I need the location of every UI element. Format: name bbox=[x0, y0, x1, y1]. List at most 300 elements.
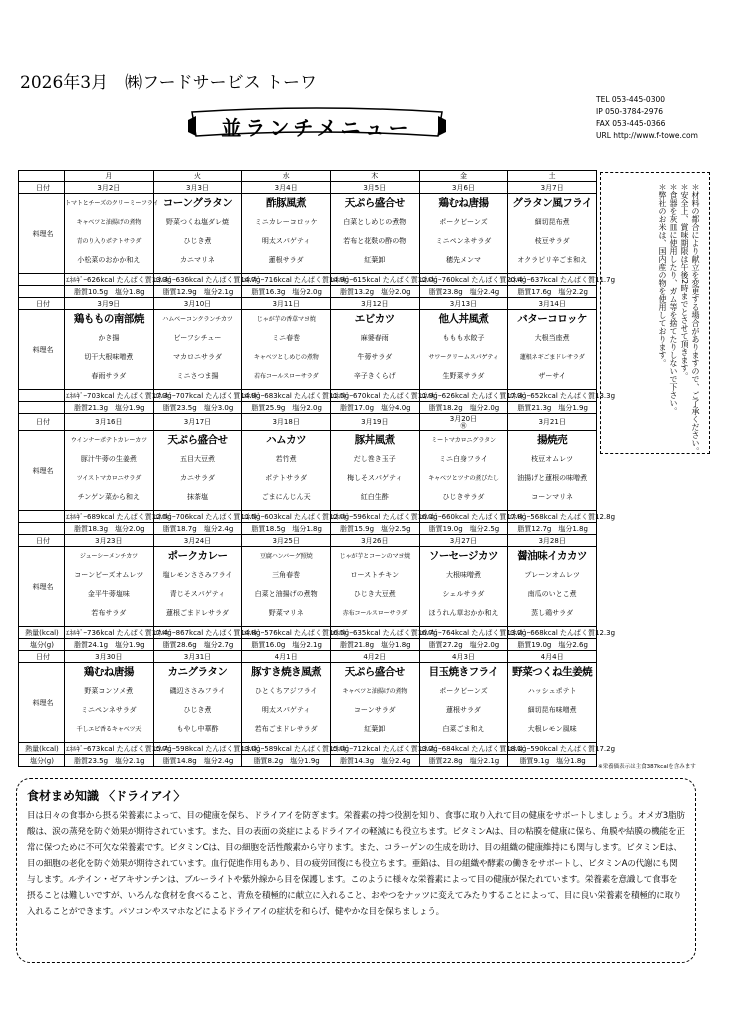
nutrition-row-1 bbox=[19, 627, 597, 639]
notice-box bbox=[600, 172, 710, 454]
side-dish: ひじき煮 bbox=[183, 237, 212, 245]
holiday-mark: ㊗ bbox=[460, 423, 467, 430]
date-row-label: 日付 bbox=[19, 414, 65, 431]
energy-protein-cell: ｴﾈﾙｷﾞｰ590kcal たんぱく質17.2g bbox=[509, 744, 616, 753]
date-text: 3月19日 bbox=[361, 418, 389, 426]
side-dish: 抹茶塩 bbox=[186, 493, 208, 501]
side-dish: 野菜マリネ bbox=[268, 609, 304, 617]
main-dish: 他人丼風煮 bbox=[438, 313, 489, 325]
main-dish: 醤油味イカカツ bbox=[517, 550, 587, 562]
nutrition-row-2 bbox=[19, 639, 597, 651]
side-dish: 野菜コンソメ煮 bbox=[84, 687, 134, 695]
main-dish: じゃが芋の香草マヨ焼 bbox=[256, 316, 316, 323]
side-dish: 牛蒡サラダ bbox=[357, 353, 393, 361]
side-dish: 磯辺ささみフライ bbox=[169, 687, 226, 695]
menu-cell bbox=[242, 431, 331, 511]
side-dish: 辛子きくらげ bbox=[353, 372, 396, 380]
date-cell bbox=[508, 414, 597, 431]
date-text: 3月12日 bbox=[361, 299, 389, 308]
energy-protein-cell: ｴﾈﾙｷﾞｰ707kcal たんぱく質14.9g bbox=[154, 391, 261, 400]
menu-cell bbox=[508, 547, 597, 627]
main-dish: じゃが芋とコーンのマヨ焼 bbox=[339, 553, 411, 560]
side-dish: 若布コールスローサラダ bbox=[253, 373, 319, 380]
side-dish: 若布サラダ bbox=[91, 609, 127, 617]
main-dish: 豚丼風煮 bbox=[354, 434, 395, 446]
day-header-row bbox=[19, 171, 597, 182]
main-dish: 鶏むね唐揚 bbox=[438, 197, 489, 209]
fat-salt-cell: 脂質25.9g 塩分2.0g bbox=[242, 402, 331, 414]
contact-url[interactable]: URL http://www.f-towe.com bbox=[596, 131, 698, 140]
main-dish: 天ぷら盛合せ bbox=[167, 434, 228, 446]
menu-cell bbox=[65, 194, 159, 274]
energy-protein-cell: ｴﾈﾙｷﾞｰ703kcal たんぱく質17.3g bbox=[66, 391, 172, 400]
date-text: 4月1日 bbox=[274, 652, 298, 661]
contact-ip: IP 050-3784-2976 bbox=[596, 107, 664, 116]
side-dish: ミニカレーコロッケ bbox=[254, 218, 318, 226]
menu-cell bbox=[153, 310, 242, 390]
side-dish: ポークビーンズ bbox=[439, 687, 488, 695]
main-dish: ジューシーメンチカツ bbox=[79, 553, 138, 560]
fat-salt-cell: 脂質27.2g 塩分2.0g bbox=[419, 639, 508, 651]
date-cell bbox=[242, 535, 331, 547]
side-dish: ひじきサラダ bbox=[442, 493, 485, 501]
date-cell bbox=[242, 298, 331, 310]
side-dish: 枝豆オムレツ bbox=[531, 455, 574, 463]
side-dish: 明太スパゲティ bbox=[261, 237, 311, 245]
side-dish: ごまにんじん天 bbox=[261, 493, 311, 501]
fat-salt-cell: 脂質21.3g 塩分1.9g bbox=[65, 402, 154, 414]
main-dish: コーングラタン bbox=[162, 197, 233, 209]
nutrition-label bbox=[19, 274, 65, 286]
energy-protein-cell: ｴﾈﾙｷﾞｰ683kcal たんぱく質11.5g bbox=[243, 391, 350, 400]
side-dish: ももも水餃子 bbox=[442, 334, 485, 342]
fat-salt-cell: 脂質14.8g 塩分2.4g bbox=[153, 755, 242, 767]
menu-row-label: 料理名 bbox=[19, 310, 65, 390]
fat-salt-cell: 脂質14.3g 塩分2.4g bbox=[330, 755, 419, 767]
date-text: 3月16日 bbox=[95, 418, 123, 426]
menu-cell bbox=[65, 663, 154, 743]
side-dish: 蓮根ごまドレサラダ bbox=[166, 609, 229, 617]
energy-protein-cell: ｴﾈﾙｷﾞｰ568kcal たんぱく質12.8g bbox=[509, 512, 616, 521]
fat-salt-cell: 脂質12.7g 塩分1.8g bbox=[508, 523, 597, 535]
main-dish: ソーセージカツ bbox=[428, 550, 499, 562]
menu-cell bbox=[419, 310, 508, 390]
side-dish: マカロニサラダ bbox=[173, 353, 222, 361]
menu-cell bbox=[330, 194, 419, 274]
energy-protein-cell: ｴﾈﾙｷﾞｰ706kcal たんぱく質11.5g bbox=[154, 512, 261, 521]
date-row-label: 日付 bbox=[19, 535, 65, 547]
fat-salt-cell: 脂質19.0g 塩分2.5g bbox=[419, 523, 508, 535]
fat-salt-cell: 脂質22.8g 塩分2.1g bbox=[419, 755, 508, 767]
energy-protein-cell: ｴﾈﾙｷﾞｰ670kcal たんぱく質11.9g bbox=[331, 391, 438, 400]
side-dish: 青じそスパゲティ bbox=[169, 590, 226, 598]
side-dish: 南瓜のいとこ煮 bbox=[527, 590, 577, 598]
side-dish: 三角春巻 bbox=[272, 571, 301, 579]
date-row-label: 日付 bbox=[19, 182, 65, 194]
fat-salt-cell: 脂質19.0g 塩分2.6g bbox=[508, 639, 597, 651]
menu-cell bbox=[330, 547, 419, 627]
side-dish: 生野菜サラダ bbox=[442, 372, 485, 380]
side-dish: サワークリームスパゲティ bbox=[428, 354, 499, 361]
date-cell bbox=[508, 651, 597, 663]
date-cell bbox=[153, 182, 242, 194]
contact-tel: TEL 053-445-0300 bbox=[596, 95, 666, 104]
side-dish: オクラピリ辛ごま和え bbox=[517, 256, 588, 264]
side-dish: 豚汁牛蒡の生姜煮 bbox=[80, 455, 137, 463]
side-dish: キャベツと油揚げの煮物 bbox=[76, 219, 142, 226]
date-text: 4月4日 bbox=[540, 652, 564, 661]
fat-salt-cell: 脂質23.5g 塩分3.0g bbox=[153, 402, 242, 414]
menu-cell bbox=[419, 663, 508, 743]
energy-protein-cell: ｴﾈﾙｷﾞｰ684kcal たんぱく質18.1g bbox=[420, 744, 527, 753]
side-dish: シェルサラダ bbox=[442, 590, 485, 598]
energy-protein-cell: ｴﾈﾙｷﾞｰ736kcal たんぱく質17.4g bbox=[66, 628, 172, 637]
energy-protein-cell: ｴﾈﾙｷﾞｰ652kcal たんぱく質13.3g bbox=[509, 391, 616, 400]
side-dish: 青のり入りポテトサラダ bbox=[76, 238, 142, 245]
side-dish: ハッシュポテト bbox=[527, 687, 577, 695]
fat-salt-cell: 脂質10.5g 塩分1.8g bbox=[65, 286, 154, 298]
main-dish: 天ぷら盛合せ bbox=[344, 197, 405, 209]
side-dish: 紅白生酢 bbox=[360, 493, 389, 501]
side-dish: 枝豆サラダ bbox=[534, 237, 570, 245]
fat-salt-cell: 脂質24.1g 塩分1.9g bbox=[65, 639, 154, 651]
date-text: 3月5日 bbox=[363, 183, 387, 192]
energy-protein-cell: ｴﾈﾙｷﾞｰ867kcal たんぱく質14.8g bbox=[154, 628, 261, 637]
date-text: 4月2日 bbox=[363, 652, 387, 661]
nutrition-footnote: ※栄養価表示は主食387kcalを含みます bbox=[598, 764, 696, 770]
nutrition-row-2 bbox=[19, 523, 597, 535]
day-header-cell: 月 bbox=[65, 171, 154, 182]
fat-salt-cell: 脂質23.5g 塩分2.1g bbox=[65, 755, 154, 767]
side-dish: ひとくちアジフライ bbox=[254, 687, 318, 695]
energy-protein-cell: ｴﾈﾙｷﾞｰ576kcal たんぱく質16.5g bbox=[243, 628, 350, 637]
fat-salt-cell: 脂質15.9g 塩分2.5g bbox=[330, 523, 419, 535]
menu-cell bbox=[508, 194, 597, 274]
energy-protein-cell: ｴﾈﾙｷﾞｰ589kcal たんぱく質15.0g bbox=[243, 744, 350, 753]
date-text: 3月21日 bbox=[538, 418, 566, 426]
nutrition-label bbox=[19, 511, 65, 523]
menu-row-label: 料理名 bbox=[19, 194, 65, 274]
date-row bbox=[19, 298, 597, 310]
side-dish: ポークビーンズ bbox=[439, 218, 488, 226]
date-row bbox=[19, 535, 597, 547]
page-title: 2026年3月 ㈱フードサービス トーワ bbox=[20, 73, 317, 93]
energy-protein-cell: ｴﾈﾙｷﾞｰ660kcal たんぱく質17.8g bbox=[420, 512, 527, 521]
notice-text: ＊材料の都合により献立を変更する場合がありますので、ご了承ください。 ＊安全上、賞味期限は午後2時までとさせて頂きます。 ＊食器を灰皿に使用したり、ガム等を捨てたりしないで下さい。 ＊弊社のお米は、国内産の物を使用しております。 bbox=[658, 183, 700, 455]
menu-cell bbox=[65, 431, 154, 511]
main-dish: 目玉焼きフライ bbox=[428, 666, 499, 678]
menu-row-label: 料理名 bbox=[19, 663, 65, 743]
date-text: 3月27日 bbox=[449, 536, 478, 545]
fat-salt-cell: 脂質9.1g 塩分1.8g bbox=[508, 755, 597, 767]
energy-protein-cell: ｴﾈﾙｷﾞｰ636kcal たんぱく質14.7g bbox=[154, 275, 261, 284]
main-dish: ミートマカロニグラタン bbox=[431, 437, 496, 444]
fat-salt-cell: 脂質28.6g 塩分2.7g bbox=[153, 639, 242, 651]
main-dish: カニグラタン bbox=[167, 666, 228, 678]
date-text: 3月26日 bbox=[361, 536, 389, 545]
date-text: 3月9日 bbox=[97, 299, 121, 308]
date-cell bbox=[330, 182, 419, 194]
nutrition-row-2 bbox=[19, 286, 597, 298]
energy-protein-cell: ｴﾈﾙｷﾞｰ764kcal たんぱく質13.2g bbox=[420, 628, 527, 637]
menu-table bbox=[18, 170, 616, 767]
menu-cell bbox=[242, 663, 331, 743]
side-dish: 細切昆布煮 bbox=[534, 218, 570, 226]
day-header-cell: 木 bbox=[330, 171, 419, 182]
fat-salt-cell: 脂質13.2g 塩分2.0g bbox=[330, 286, 419, 298]
fat-salt-cell: 脂質12.9g 塩分2.1g bbox=[153, 286, 242, 298]
date-text: 3月31日 bbox=[183, 652, 212, 661]
energy-protein-cell: ｴﾈﾙｷﾞｰ626kcal たんぱく質13.3g bbox=[66, 275, 172, 284]
date-text: 3月7日 bbox=[540, 183, 564, 192]
date-text: 3月17日 bbox=[183, 418, 212, 426]
date-cell bbox=[153, 651, 242, 663]
date-cell bbox=[65, 182, 154, 194]
side-dish: ひじき大豆煮 bbox=[353, 590, 396, 598]
date-text: 4月3日 bbox=[451, 652, 475, 661]
side-dish: 油揚げと蓮根の味噌煮 bbox=[517, 474, 588, 482]
nutrition-label: 塩分(g) bbox=[19, 755, 65, 767]
date-cell bbox=[508, 298, 597, 310]
date-cell bbox=[508, 182, 597, 194]
side-dish: もやし中華酢 bbox=[176, 725, 219, 733]
date-cell bbox=[419, 535, 508, 547]
side-dish: ひじき煮 bbox=[183, 706, 212, 714]
date-cell bbox=[153, 298, 242, 310]
side-dish: 明太スパゲティ bbox=[261, 706, 311, 714]
side-dish: ツイストマカロニサラダ bbox=[76, 475, 141, 482]
knowledge-body: 目は日々の食事から摂る栄養素によって、目の健康を保ち、ドライアイを防ぎます。栄養素の持つ役割を知り、食事に取り入れて目の健康をサポートしましょう。オメガ3脂肪酸は、涙の蒸発を防ぐ効果が期待されています。また、目の表面の炎症によるドライアイの軽減にも役立ちます。ビタミンAは、目の粘膜を健康に保ち、角膜や結膜の機能を正常に保つために不可欠な栄養素です。ビタミンCは、目の細胞を活性酸素から守ります。また、コラーゲンの生成を助け、目の組織の健康維持にも関与します。ビタミンEは、目の細胞の老化を防ぐ効果が期待されています。血行促進作用もあり、目の疲労回復にも役立ちます。亜鉛は、目の組織や酵素の働きをサポートし、ビタミンAの代謝にも関与します。ルテイン・ゼアキサンチンは、ブルーライトや紫外線から目を保護します。このように様々な栄養素によって目の健康が保たれています。栄養素を意識して食事を摂ることは難しいですが、いろんな食材を食べること、青魚を積極的に献立に入れること、おやつをナッツに変えてみたりすることによって、目に良い栄養素を積極的に取り入れることができます。パソコンやスマホなどによるドライアイの症状を和らげ、健やかな目を保ちましょう。 bbox=[27, 811, 685, 917]
side-dish: 細切昆布味噌煮 bbox=[527, 706, 577, 714]
side-dish: キャベツと油揚げの煮物 bbox=[342, 688, 408, 695]
side-dish: コーンビーズオムレツ bbox=[74, 571, 144, 579]
energy-protein-cell: ｴﾈﾙｷﾞｰ615kcal たんぱく質12.0g bbox=[331, 275, 438, 284]
side-dish: キャベツとしめじの煮物 bbox=[253, 354, 319, 361]
side-dish: コーンマリネ bbox=[531, 493, 573, 501]
energy-protein-cell: ｴﾈﾙｷﾞｰ760kcal たんぱく質20.4g bbox=[420, 275, 527, 284]
date-row-label: 日付 bbox=[19, 298, 65, 310]
date-text: 3月18日 bbox=[272, 418, 300, 426]
menu-cell bbox=[153, 431, 242, 511]
nutrition-label: 熱量(kcal) bbox=[19, 743, 65, 755]
side-dish: ローストチキン bbox=[350, 571, 400, 579]
side-dish: ミニ白身フライ bbox=[439, 455, 488, 463]
menu-cell bbox=[330, 310, 419, 390]
side-dish: プレーンオムレツ bbox=[524, 571, 580, 579]
date-cell bbox=[330, 651, 419, 663]
side-dish: ミニペンネサラダ bbox=[80, 706, 137, 714]
side-dish: ポテトサラダ bbox=[265, 474, 308, 482]
date-text: 3月23日 bbox=[95, 536, 123, 545]
date-cell bbox=[242, 182, 331, 194]
date-row bbox=[19, 414, 597, 431]
side-dish: カニマリネ bbox=[180, 256, 215, 264]
date-text: 3月24日 bbox=[183, 536, 212, 545]
energy-protein-cell: ｴﾈﾙｷﾞｰ626kcal たんぱく質17.3g bbox=[420, 391, 527, 400]
date-cell bbox=[330, 414, 419, 431]
energy-protein-cell: ｴﾈﾙｷﾞｰ637kcal たんぱく質11.7g bbox=[509, 275, 616, 284]
menu-cell bbox=[419, 547, 508, 627]
date-text: 3月20日 bbox=[449, 415, 478, 423]
side-dish: ミニさつま揚 bbox=[176, 372, 219, 380]
date-cell bbox=[65, 651, 154, 663]
main-dish: 豆腐ハンバーグ照焼 bbox=[259, 553, 313, 560]
fat-salt-cell: 脂質18.2g 塩分2.0g bbox=[419, 402, 508, 414]
side-dish: 赤布コールスローサラダ bbox=[342, 610, 407, 617]
menu-cell bbox=[508, 310, 597, 390]
date-text: 3月3日 bbox=[186, 183, 209, 192]
fat-salt-cell: 脂質18.3g 塩分2.0g bbox=[65, 523, 154, 535]
menu-cell bbox=[153, 194, 242, 274]
side-dish: 若布と花麩の酢の物 bbox=[343, 237, 407, 245]
menu-cell bbox=[242, 547, 331, 627]
energy-protein-cell: ｴﾈﾙｷﾞｰ596kcal たんぱく質16.1g bbox=[331, 512, 438, 521]
side-dish: ほうれん草おかか和え bbox=[428, 609, 499, 617]
date-text: 3月4日 bbox=[274, 183, 298, 192]
side-dish: 蓮根ネギごまドレサラダ bbox=[519, 354, 585, 361]
menu-cell bbox=[242, 310, 331, 390]
menu-cell bbox=[419, 431, 508, 511]
nutrition-label: 塩分(g) bbox=[19, 639, 65, 651]
contact-fax: FAX 053-445-0366 bbox=[596, 119, 666, 128]
side-dish: 蒸し鶏サラダ bbox=[531, 609, 574, 617]
side-dish: 金平牛蒡塩味 bbox=[87, 590, 130, 598]
side-dish: 白菜としめじの煮物 bbox=[343, 218, 407, 226]
side-dish: チンゲン菜から和え bbox=[77, 493, 141, 501]
day-header-cell: 火 bbox=[153, 171, 242, 182]
date-cell bbox=[419, 182, 508, 194]
side-dish: 若布ごまドレサラダ bbox=[254, 725, 318, 733]
side-dish: 紅葉卸 bbox=[364, 725, 386, 733]
menu-row bbox=[19, 194, 597, 274]
knowledge-title: 食材まめ知識 〈ドライアイ〉 bbox=[27, 789, 186, 803]
date-cell bbox=[419, 414, 508, 431]
energy-protein-cell: ｴﾈﾙｷﾞｰ716kcal たんぱく質14.9g bbox=[243, 275, 350, 284]
nutrition-row-1 bbox=[19, 511, 597, 523]
side-dish: 大根レモン風味 bbox=[527, 725, 577, 733]
menu-cell bbox=[65, 310, 154, 390]
menu-row-label: 料理名 bbox=[19, 547, 65, 627]
date-cell bbox=[65, 414, 154, 431]
main-dish: トマトとチーズのクリーミーフライ bbox=[65, 200, 159, 207]
side-dish: 若竹煮 bbox=[275, 455, 297, 463]
side-dish: コーンサラダ bbox=[353, 706, 396, 714]
date-row bbox=[19, 182, 597, 194]
side-dish: ザーサイ bbox=[538, 372, 566, 380]
side-dish: キャベツとツナの煮びたし bbox=[428, 475, 499, 482]
menu-cell bbox=[65, 547, 154, 627]
side-dish: 梅しそスパゲティ bbox=[347, 474, 403, 482]
nutrition-label: 熱量(kcal) bbox=[19, 627, 65, 639]
date-text: 3月11日 bbox=[272, 299, 300, 308]
side-dish: ミニ春巻 bbox=[272, 334, 301, 342]
banner-title: 並ランチメニュー bbox=[221, 116, 413, 140]
side-dish: ビーフシチュー bbox=[173, 334, 222, 342]
main-dish: 揚焼売 bbox=[537, 434, 568, 446]
nutrition-label bbox=[19, 390, 65, 402]
day-header-cell: 土 bbox=[508, 171, 597, 182]
energy-protein-cell: ｴﾈﾙｷﾞｰ668kcal たんぱく質12.3g bbox=[509, 628, 616, 637]
side-dish: 五目大豆煮 bbox=[179, 455, 215, 463]
menu-cell bbox=[153, 547, 242, 627]
menu-cell bbox=[330, 431, 419, 511]
date-text: 3月10日 bbox=[183, 299, 212, 308]
main-dish: グラタン風フライ bbox=[512, 197, 592, 209]
side-dish: 紅葉卸 bbox=[364, 256, 386, 264]
menu-row bbox=[19, 310, 597, 390]
main-dish: ウインナーポテトカレーカツ bbox=[70, 437, 147, 444]
fat-salt-cell: 脂質17.0g 塩分4.0g bbox=[330, 402, 419, 414]
date-cell bbox=[153, 414, 242, 431]
energy-protein-cell: ｴﾈﾙｷﾞｰ689kcal たんぱく質12.5g bbox=[66, 512, 172, 521]
date-cell bbox=[242, 651, 331, 663]
main-dish: 野菜つくね生姜焼 bbox=[512, 666, 593, 678]
date-cell bbox=[419, 298, 508, 310]
menu-row-label: 料理名 bbox=[19, 431, 65, 511]
side-dish: 白菜ごま和え bbox=[442, 725, 485, 733]
menu-cell bbox=[330, 663, 419, 743]
date-cell bbox=[65, 535, 154, 547]
side-dish: 小松菜のおかか和え bbox=[77, 256, 141, 264]
side-dish: 塩レモンささみフライ bbox=[162, 571, 233, 579]
nutrition-row-2 bbox=[19, 402, 597, 414]
nutrition-row-1 bbox=[19, 390, 597, 402]
fat-salt-cell: 脂質18.7g 塩分2.4g bbox=[153, 523, 242, 535]
side-dish: だし巻き玉子 bbox=[353, 455, 396, 463]
date-cell bbox=[153, 535, 242, 547]
side-dish: 麻婆春雨 bbox=[360, 334, 389, 342]
day-header-cell: 金 bbox=[419, 171, 508, 182]
main-dish: 天ぷら盛合せ bbox=[344, 666, 405, 678]
date-text: 3月6日 bbox=[451, 183, 475, 192]
nutrition-label bbox=[19, 286, 65, 298]
fat-salt-cell: 脂質16.0g 塩分2.1g bbox=[242, 639, 331, 651]
energy-protein-cell: ｴﾈﾙｷﾞｰ598kcal たんぱく質13.0g bbox=[154, 744, 261, 753]
date-text: 3月2日 bbox=[97, 183, 121, 192]
page-header bbox=[18, 60, 718, 160]
fat-salt-cell: 脂質16.3g 塩分2.0g bbox=[242, 286, 331, 298]
day-header-cell: 水 bbox=[242, 171, 331, 182]
main-dish: ポークカレー bbox=[167, 550, 228, 562]
side-dish: 野菜つくね塩ダレ焼 bbox=[165, 218, 229, 226]
knowledge-box bbox=[16, 778, 696, 963]
date-text: 3月13日 bbox=[449, 299, 478, 308]
side-dish: 切干大根味噌煮 bbox=[84, 353, 134, 361]
side-dish: 大根当座煮 bbox=[534, 334, 570, 342]
main-dish: 鶏ももの南部焼 bbox=[73, 313, 144, 325]
nutrition-label bbox=[19, 402, 65, 414]
main-dish: 酢豚風煮 bbox=[266, 197, 307, 209]
date-cell bbox=[330, 298, 419, 310]
main-dish: バターコロッケ bbox=[517, 313, 588, 325]
menu-cell bbox=[242, 194, 331, 274]
fat-salt-cell: 脂質8.2g 塩分1.9g bbox=[242, 755, 331, 767]
side-dish: カニサラダ bbox=[180, 474, 215, 482]
fat-salt-cell: 脂質17.6g 塩分2.2g bbox=[508, 286, 597, 298]
main-dish: エビカツ bbox=[354, 313, 395, 325]
day-header-blank bbox=[19, 171, 65, 182]
nutrition-row-2 bbox=[19, 755, 597, 767]
fat-salt-cell: 脂質21.3g 塩分1.9g bbox=[508, 402, 597, 414]
main-dish: 豚すき焼き風煮 bbox=[251, 666, 322, 678]
energy-protein-cell: ｴﾈﾙｷﾞｰ712kcal たんぱく質13.2g bbox=[331, 744, 438, 753]
energy-protein-cell: ｴﾈﾙｷﾞｰ673kcal たんぱく質15.7g bbox=[66, 744, 172, 753]
nutrition-label bbox=[19, 523, 65, 535]
fat-salt-cell: 脂質18.5g 塩分1.8g bbox=[242, 523, 331, 535]
side-dish: 蓮根サラダ bbox=[445, 706, 481, 714]
date-text: 3月25日 bbox=[272, 536, 300, 545]
main-dish: ハムカツ bbox=[266, 434, 307, 446]
